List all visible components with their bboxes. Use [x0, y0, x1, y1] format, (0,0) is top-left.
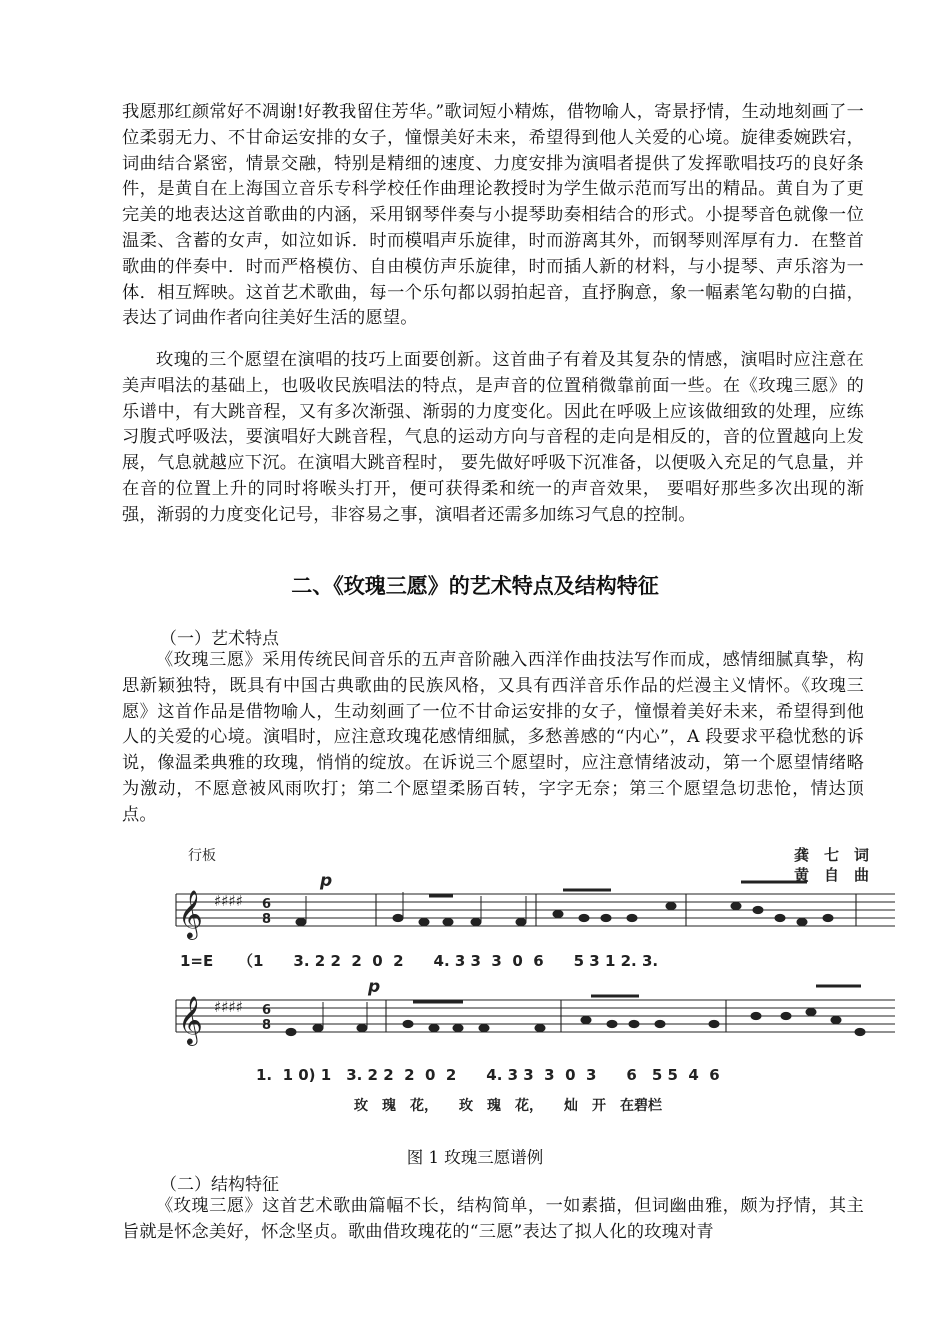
lyrics-row: 玫 瑰 花， 玫 瑰 花， 灿 开 在碧栏	[354, 1098, 662, 1114]
credit-lyricist: 龚 七 词	[794, 846, 870, 864]
subheading-artistic-features: （一）艺术特点	[160, 629, 279, 649]
subheading-structure: （二）结构特征	[160, 1175, 279, 1195]
time-signature-2-icon: 6	[262, 1003, 272, 1018]
score-image	[166, 820, 895, 1122]
time-signature-lower-icon: 8	[262, 912, 272, 927]
credit-composer: 黄 自 曲	[794, 866, 870, 884]
numbered-notation-row-1: （1 3. 2 2 2 0 2 4. 3 3 3 0 6 5 3 1 2. 3.	[238, 952, 659, 970]
score-figure	[166, 820, 895, 1122]
section-heading: 二、《玫瑰三愿》的艺术特点及结构特征	[291, 574, 659, 598]
paragraph-4: 《玫瑰三愿》这首艺术歌曲篇幅不长，结构简单，一如素描，但词幽曲雅，颇为抒情，其主旨就是怀念美好，怀念坚贞。歌曲借玫瑰花的“三愿”表达了拟人化的玫瑰对青	[122, 1196, 864, 1242]
treble-clef-2-icon: 𝄞	[178, 995, 203, 1044]
numbered-notation-row-2: 1. 1 0) 1 3. 2 2 2 0 2 4. 3 3 3 0 3 6 5 5 4 6	[256, 1066, 720, 1084]
time-signature-2-lower-icon: 8	[262, 1018, 272, 1033]
key-signature-2-icon: ♯♯♯♯	[214, 998, 244, 1016]
dynamic-marking-2: p	[368, 977, 381, 997]
key-signature-icon: ♯♯♯♯	[214, 892, 244, 910]
paragraph-2: 玫瑰的三个愿望在演唱的技巧上面要创新。这首曲子有着及其复杂的情感，演唱时应注意在美声唱法的基础上，也吸收民族唱法的特点，是声音的位置稍微靠前面一些。在《玫瑰三愿》的乐谱中，有大跳音程，又有多次渐强、渐弱的力度变化。因此在呼吸上应该做细致的处理，应练习腹式呼吸法，要演唱好大跳音程，气息的运动方向与音程的走向是相反的，音的位置越向上发展，气息就越应下沉。在演唱大跳音程时， 要先做好呼吸下沉准备，以便吸入充足的气息量，并在音的位置上升的同时将喉头打开，便可获得柔和统一的声音效果， 要唱好那些多次出现的渐强，渐弱的力度变化记号，非容易之事，演唱者还需多加练习气息的控制。	[122, 350, 864, 525]
paragraph-3: 《玫瑰三愿》采用传统民间音乐的五声音阶融入西洋作曲技法写作而成，感情细腻真挚，构思新颖独特，既具有中国古典歌曲的民族风格，又具有西洋音乐作品的烂漫主义情怀。《玫瑰三愿》这首作品是借物喻人，生动刻画了一位不甘命运安排的女子，憧憬着美好未来，希望得到他人的关爱的心境。演唱时，应注意玫瑰花感情细腻，多愁善感的“内心”，A 段要求平稳忧愁的诉说，像温柔典雅的玫瑰，悄悄的绽放。在诉说三个愿望时，应注意情绪波动，第一个愿望情绪略为激动，不愿意被风雨吹打；第二个愿望柔肠百转，字字无奈；第三个愿望急切悲怆，情达顶点。	[122, 650, 864, 825]
key-label: 1=E	[180, 952, 214, 970]
tempo-marking: 行板	[188, 848, 216, 864]
time-signature-icon: 6	[262, 897, 272, 912]
treble-clef-icon: 𝄞	[178, 889, 203, 938]
dynamic-marking: p	[320, 871, 333, 891]
paragraph-1: 我愿那红颜常好不凋谢!好教我留住芳华。”歌词短小精炼，借物喻人，寄景抒情，生动地刻画了一位柔弱无力、不甘命运安排的女子，憧憬美好未来，希望得到他人关爱的心境。旋律委婉跌宕，词曲结合紧密，情景交融，特别是精细的速度、力度安排为演唱者提供了发挥歌唱技巧的良好条件，是黄自在上海国立音乐专科学校任作曲理论教授时为学生做示范而写出的精品。黄自为了更完美的地表达这首歌曲的内涵，采用钢琴伴奏与小提琴助奏相结合的形式。小提琴音色就像一位温柔、含蓄的女声，如泣如诉．时而模唱声乐旋律，时而游离其外，而钢琴则浑厚有力．在整首歌曲的伴奏中．时而严格模仿、自由模仿声乐旋律，时而插人新的材料，与小提琴、声乐溶为一体．相互辉映。这首艺术歌曲，每一个乐句都以弱拍起音，直抒胸意，象一幅素笔勾勒的白描，表达了词曲作者向往美好生活的愿望。	[122, 102, 864, 329]
figure-caption: 图 1 玫瑰三愿谱例	[406, 1148, 544, 1167]
